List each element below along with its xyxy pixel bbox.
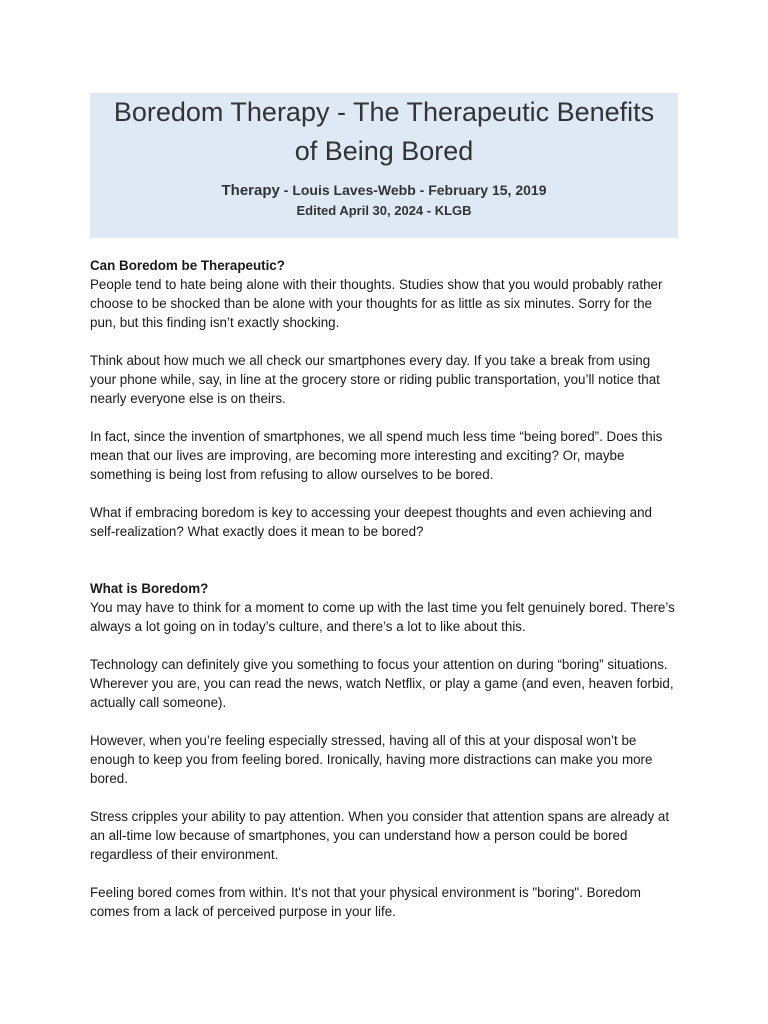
edited-note: Edited April 30, 2024 - KLGB [296,203,472,218]
article-body [90,256,678,921]
paragraph: However, when you’re feeling especially stressed, having all of this at your disposal won’t be enough to keep you from feeling bored. Ironically, having more distractions can make you more bored. [90,733,653,786]
paragraph: Think about how much we all check our smartphones every day. If you take a break from using your phone while, say, in line at the grocery store or riding public transportation, you’ll notice that nearly everyone else is on theirs. [90,353,660,406]
title-box [90,93,678,238]
page-title [90,93,678,171]
paragraph: Stress cripples your ability to pay attention. When you consider that attention spans are already at an all-time low because of smartphones, you can understand how a person could be bored regardless of their environment. [90,809,670,862]
paragraph: People tend to hate being alone with their thoughts. Studies show that you would probably rather choose to be shocked than be alone with your thoughts for as little as six minutes. Sorry for the pun, but this finding isn’t exactly shocking. [90,277,663,330]
byline-category: Therapy [221,182,280,199]
byline [90,180,678,201]
title-line-2: of Being Bored [294,136,474,166]
byline-author-date: - Louis Laves-Webb - February 15, 2019 [279,182,547,198]
section-heading-what-is-boredom: What is Boredom? [90,581,209,596]
section-spacer [90,560,678,579]
paragraph: You may have to think for a moment to come up with the last time you felt genuinely bored. There’s always a lot going on in today’s culture, and there’s a lot to like about this. [90,600,675,634]
document-page [90,93,678,940]
paragraph: Technology can definitely give you something to focus your attention on during “boring” situations. Wherever you are, you can read the news, watch Netflix, or play a game (and even, heaven forbid, actually call someone). [90,657,674,710]
paragraph: Feeling bored comes from within. It's not that your physical environment is "boring". Boredom comes from a lack of perceived purpose in your life. [90,885,641,919]
title-line-1: Boredom Therapy - The Therapeutic Benefits [113,97,655,127]
section-heading-therapeutic: Can Boredom be Therapeutic? [90,258,285,273]
paragraph: In fact, since the invention of smartphones, we all spend much less time “being bored”. Does this mean that our lives are improving, are becoming more interesting and exciting? Or, maybe something is being lost from refusing to allow ourselves to be bored. [90,429,663,482]
paragraph: What if embracing boredom is key to accessing your deepest thoughts and even achieving and self-realization? What exactly does it mean to be bored? [90,505,652,539]
